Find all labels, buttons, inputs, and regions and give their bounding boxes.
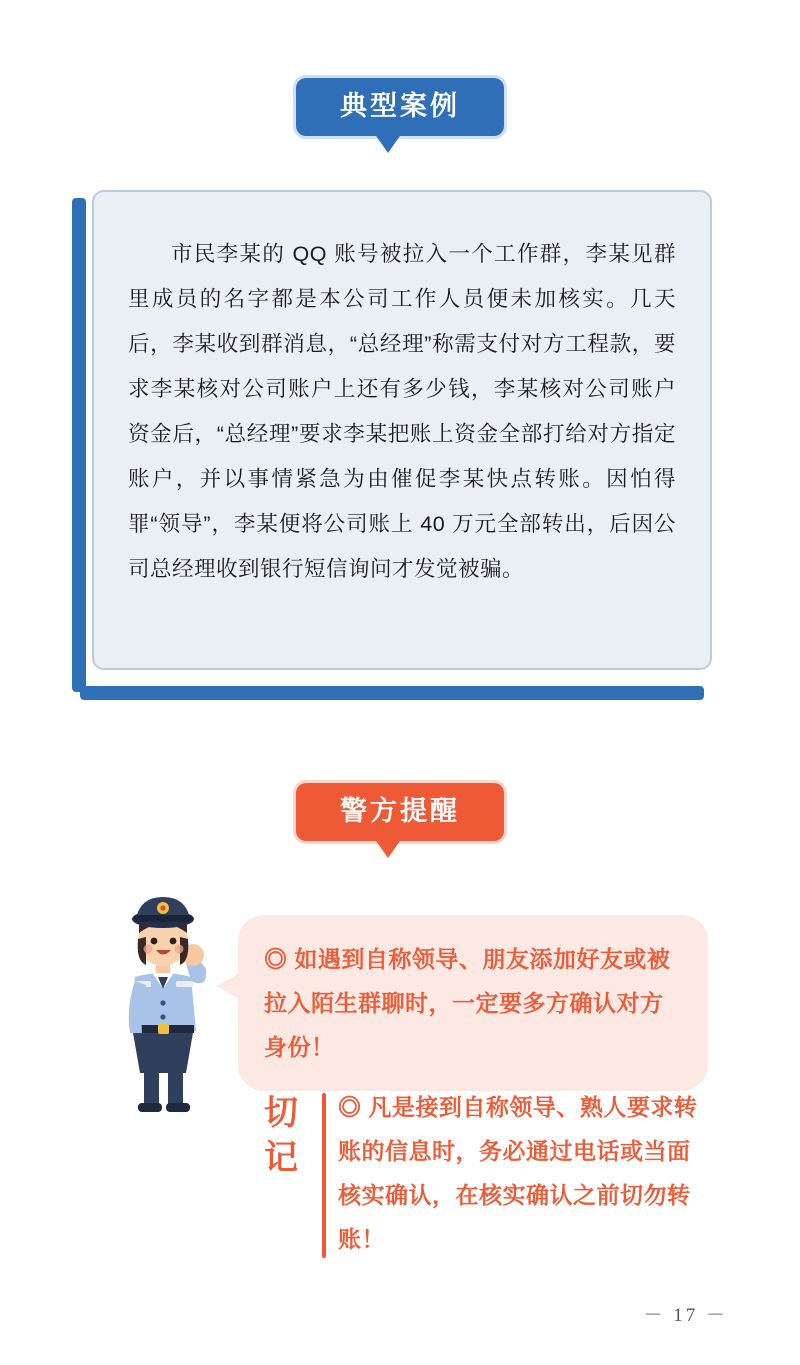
police-banner-container: [0, 783, 800, 841]
remember-body-text: ◎ 凡是接到自称领导、熟人要求转账的信息时，务必通过电话或当面核实确认，在核实确认之前切勿转账！: [338, 1094, 698, 1252]
remember-seal-label: 切记: [264, 1095, 298, 1177]
case-box: [72, 190, 712, 700]
remember-divider: [322, 1093, 326, 1258]
bubble-beak-icon: [216, 973, 240, 999]
banner-tail-icon: [374, 133, 402, 153]
banner-tail-icon: [374, 838, 402, 858]
case-banner: [296, 78, 504, 136]
case-accent-bottom-bar: [80, 686, 704, 700]
case-accent-left-bar: [72, 198, 86, 692]
police-reminder-bubble: [238, 915, 708, 1091]
police-banner: [296, 783, 504, 841]
page-number: － 17 －: [643, 1305, 728, 1326]
case-card: [92, 190, 712, 670]
police-reminder-text: ◎ 如遇到自称领导、朋友添加好友或被拉入陌生群聊时，一定要多方确认对方身份！: [264, 946, 671, 1060]
case-banner-container: [0, 78, 800, 136]
police-officer-illustration: [88, 885, 238, 1125]
case-body-text: 市民李某的 QQ 账号被拉入一个工作群，李某见群里成员的名字都是本公司工作人员便未加核实。几天后，李某收到群消息，“总经理”称需支付对方工程款，要求李某核对公司账户上还有多少钱，李某核对公司账户资金后，“总经理”要求李某把账上资金全部打给对方指定账户，并以事情紧急为由催促李某快点转账。因怕得罪“领导”，李某便将公司账上 40 万元全部转出，后因公司总经理收到银行短信询问才发觉被骗。: [128, 242, 676, 581]
police-banner-label: 警方提醒: [340, 796, 460, 826]
case-banner-label: 典型案例: [340, 91, 460, 121]
